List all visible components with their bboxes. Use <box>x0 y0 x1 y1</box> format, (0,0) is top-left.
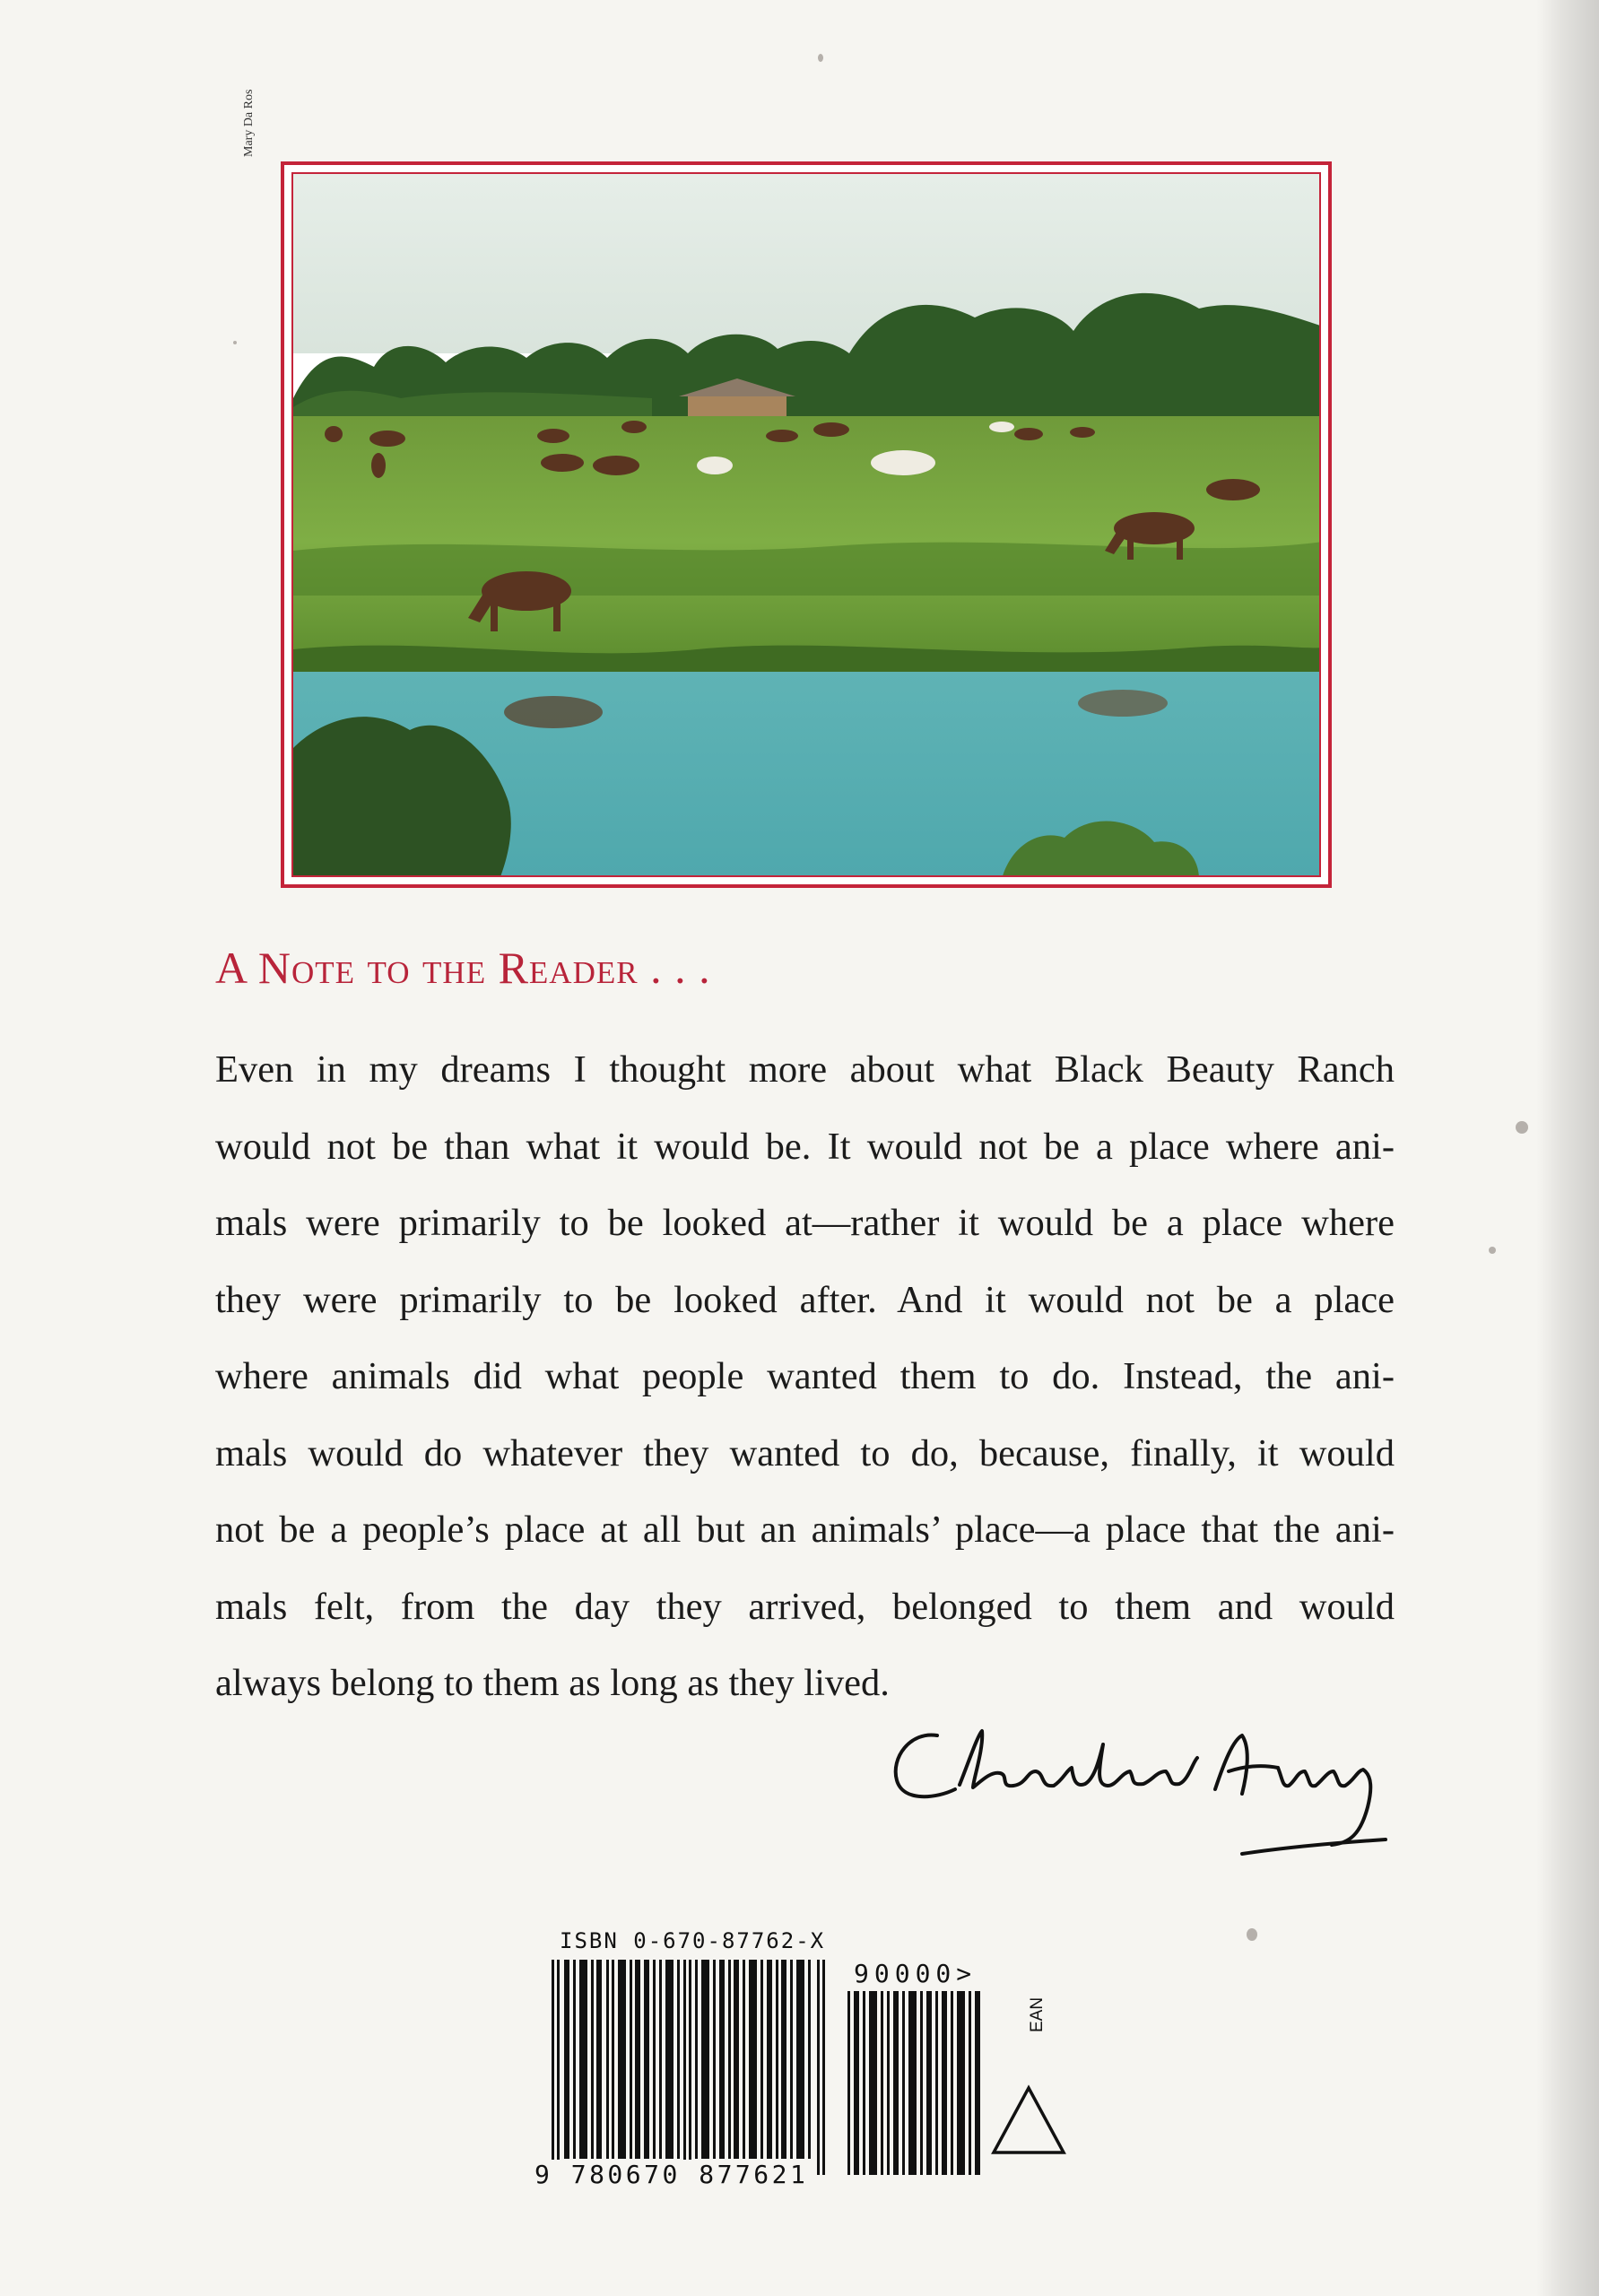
heading-part-reader: Reader <box>498 943 639 993</box>
note-heading <box>215 942 711 994</box>
triangle-logo-icon <box>988 2081 1069 2161</box>
barcode-digits: 9 780670 877621 <box>531 2160 812 2189</box>
heading-part-a: A <box>215 943 258 993</box>
note-line-5: where animals did what people wanted them to do. Instead, the ani- <box>215 1355 1395 1397</box>
ean-barcode <box>552 1960 825 2175</box>
heading-part-note: Note <box>257 943 356 993</box>
addon-price-code: 90000> <box>854 1959 978 1988</box>
ranch-photo-illustration <box>293 174 1321 877</box>
note-line-8: mals felt, from the day they arrived, belonged to them and would <box>215 1585 1395 1628</box>
addon-barcode <box>847 1991 982 2175</box>
ranch-photo <box>291 172 1321 877</box>
note-body <box>215 1031 1395 1722</box>
paper-speck <box>818 54 823 62</box>
note-line-6: mals would do whatever they wanted to do, because, finally, it would <box>215 1431 1395 1474</box>
heading-part-mid: to the <box>355 943 499 993</box>
paper-speck <box>1247 1928 1257 1941</box>
isbn-label: ISBN 0-670-87762-X <box>560 1928 826 1953</box>
note-line-1: Even in my dreams I thought more about what Black Beauty Ranch <box>215 1048 1395 1091</box>
photo-credit: Mary Da Ros <box>242 89 256 157</box>
note-line-3: mals were primarily to be looked at—rather it would be a place where <box>215 1202 1395 1244</box>
paper-speck <box>1516 1121 1528 1134</box>
ean-label: EAN <box>1028 1996 1047 2032</box>
spine-shadow <box>1536 0 1599 2296</box>
note-line-4: they were primarily to be looked after. And it would not be a place <box>215 1278 1395 1321</box>
note-line-9: always belong to them as long as they lived. <box>215 1662 890 1704</box>
paper-speck <box>233 341 237 344</box>
paper-speck <box>1489 1247 1496 1254</box>
photo-frame <box>281 161 1332 888</box>
note-line-2: would not be than what it would be. It would not be a place where ani- <box>215 1125 1395 1168</box>
note-line-7: not be a people’s place at all but an animals’ place—a place that the ani- <box>215 1509 1395 1551</box>
author-signature <box>883 1709 1395 1870</box>
heading-part-end: . . . <box>638 943 711 993</box>
